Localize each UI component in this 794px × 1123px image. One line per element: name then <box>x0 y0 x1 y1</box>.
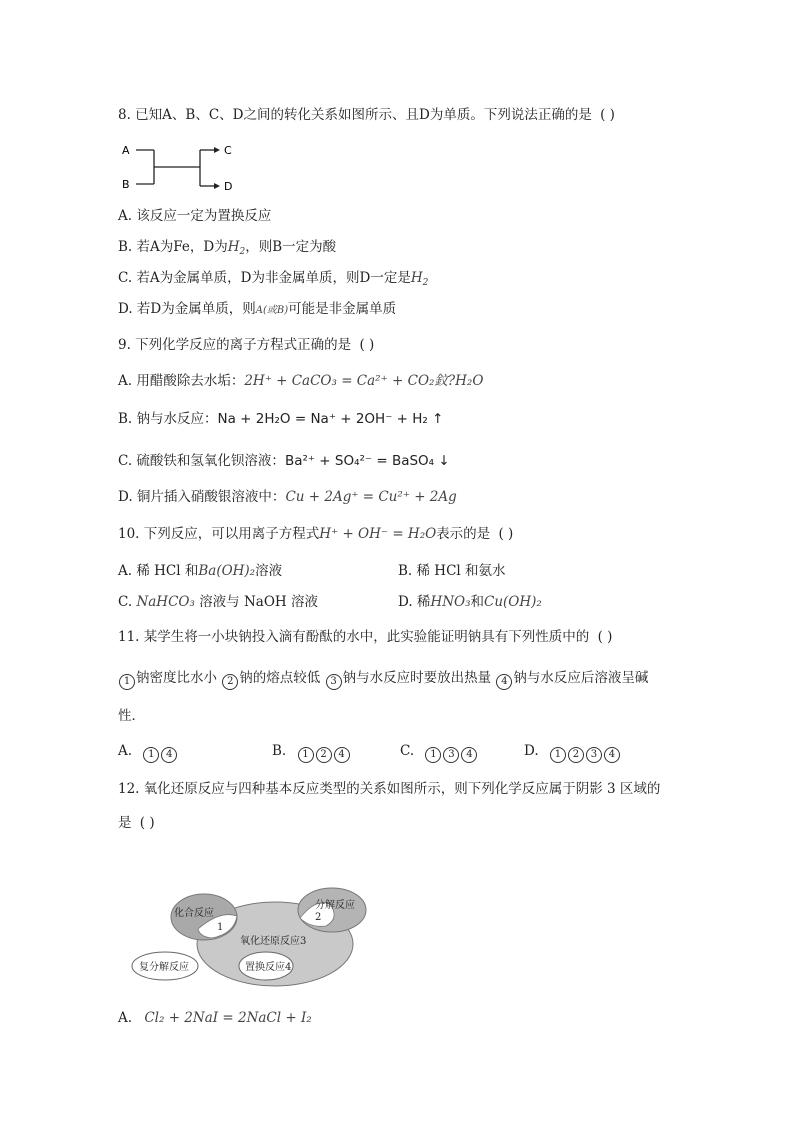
q10-option-a[interactable]: A. 稀 HCl 和Ba(OH)₂溶液 <box>118 563 283 579</box>
q11-option-d[interactable]: D. 1 2 3 4 <box>524 742 621 763</box>
q11-tail: 性． <box>118 708 145 724</box>
num-2: 2 <box>222 674 238 690</box>
q8-option-d[interactable]: D. 若D为金属单质，则A(或B)可能是非金属单质 <box>118 301 397 317</box>
num-3: 3 <box>326 674 342 690</box>
q9-option-c[interactable]: C. 硫酸铁和氢氧化钡溶液：Ba²⁺ + SO₄²⁻ = BaSO₄ ↓ <box>118 453 450 469</box>
q8-diagram-b: B <box>122 178 130 191</box>
q12-venn-diagram <box>130 882 370 990</box>
q8-paren: ( ) <box>600 107 615 123</box>
venn-redox-label: 氧化还原反应3 <box>240 936 307 947</box>
q12-paren: ( ) <box>139 815 155 831</box>
q9-paren: ( ) <box>359 337 375 353</box>
q10-option-c[interactable]: C. NaHCO₃ 溶液与 NaOH 溶液 <box>118 594 318 610</box>
venn-region-2: 2 <box>315 912 322 923</box>
q11-option-c[interactable]: C. 1 3 4 <box>400 742 478 763</box>
q11-items: 1 钠密度比水小 2 钠的熔点较低 3 钠与水反应时要放出热量 4 钠与水反应后溶液呈碱 <box>118 669 648 690</box>
q8-option-a[interactable]: A. 该反应一定为置换反应 <box>118 208 272 224</box>
q9-option-d[interactable]: D. 铜片插入硝酸银溶液中：Cu + 2Ag⁺ = Cu²⁺ + 2Ag <box>118 489 457 505</box>
venn-double-label: 复分解反应 <box>139 962 189 973</box>
venn-replace-label: 置换反应4 <box>245 962 292 973</box>
q11-stem: 11. 某学生将一小块钠投入滴有酚酞的水中，此实验能证明钠具有下列性质中的 ( ) <box>118 629 613 645</box>
q8-diagram <box>118 138 248 196</box>
q9-option-a[interactable]: A. 用醋酸除去水垢：2H⁺ + CaCO₃ = Ca²⁺ + CO₂鈫?H₂O <box>118 373 484 389</box>
q12-stem: 12. 氧化还原反应与四种基本反应类型的关系如图所示，则下列化学反应属于阴影 3 区域的 <box>118 781 661 797</box>
q8-stem: 8. 已知A、B、C、D之间的转化关系如图所示、且D为单质。下列说法正确的是 ( ) <box>118 107 615 123</box>
num-1: 1 <box>119 674 135 690</box>
num-4: 4 <box>496 674 512 690</box>
q10-stem: 10. 下列反应，可以用离子方程式H⁺ + OH⁻ = H₂O表示的是 ( ) <box>118 526 514 542</box>
q10-option-b[interactable]: B. 稀 HCl 和氨水 <box>398 563 506 579</box>
q11-paren: ( ) <box>597 629 613 645</box>
venn-combine-label: 化合反应 <box>174 908 214 919</box>
q12-stem-2: 是 ( ) <box>118 815 155 831</box>
venn-decompose-label: 分解反应 <box>315 900 355 911</box>
q11-option-a[interactable]: A. 1 4 <box>118 742 178 763</box>
q8-diagram-d: D <box>224 180 233 193</box>
q8-diagram-c: C <box>224 144 232 157</box>
q8-option-c[interactable]: C. 若A为金属单质，D为非金属单质，则D一定是$H_2$ <box>118 270 429 288</box>
q11-option-b[interactable]: B. 1 2 4 <box>272 742 351 763</box>
q8-option-b[interactable]: B. 若A为Fe，D为$H_2$，则B一定为酸 <box>118 239 337 257</box>
q8-diagram-a: A <box>122 144 130 157</box>
q9-stem: 9. 下列化学反应的离子方程式正确的是 ( ) <box>118 337 375 353</box>
q12-option-a[interactable]: A. Cl₂ + 2NaI = 2NaCl + I₂ <box>118 1010 312 1026</box>
q9-option-b[interactable]: B. 钠与水反应：Na + 2H₂O = Na⁺ + 2OH⁻ + H₂ ↑ <box>118 411 444 427</box>
venn-region-1: 1 <box>217 922 224 933</box>
q10-paren: ( ) <box>498 526 514 542</box>
q10-option-d[interactable]: D. 稀HNO₃和Cu(OH)₂ <box>398 594 542 610</box>
